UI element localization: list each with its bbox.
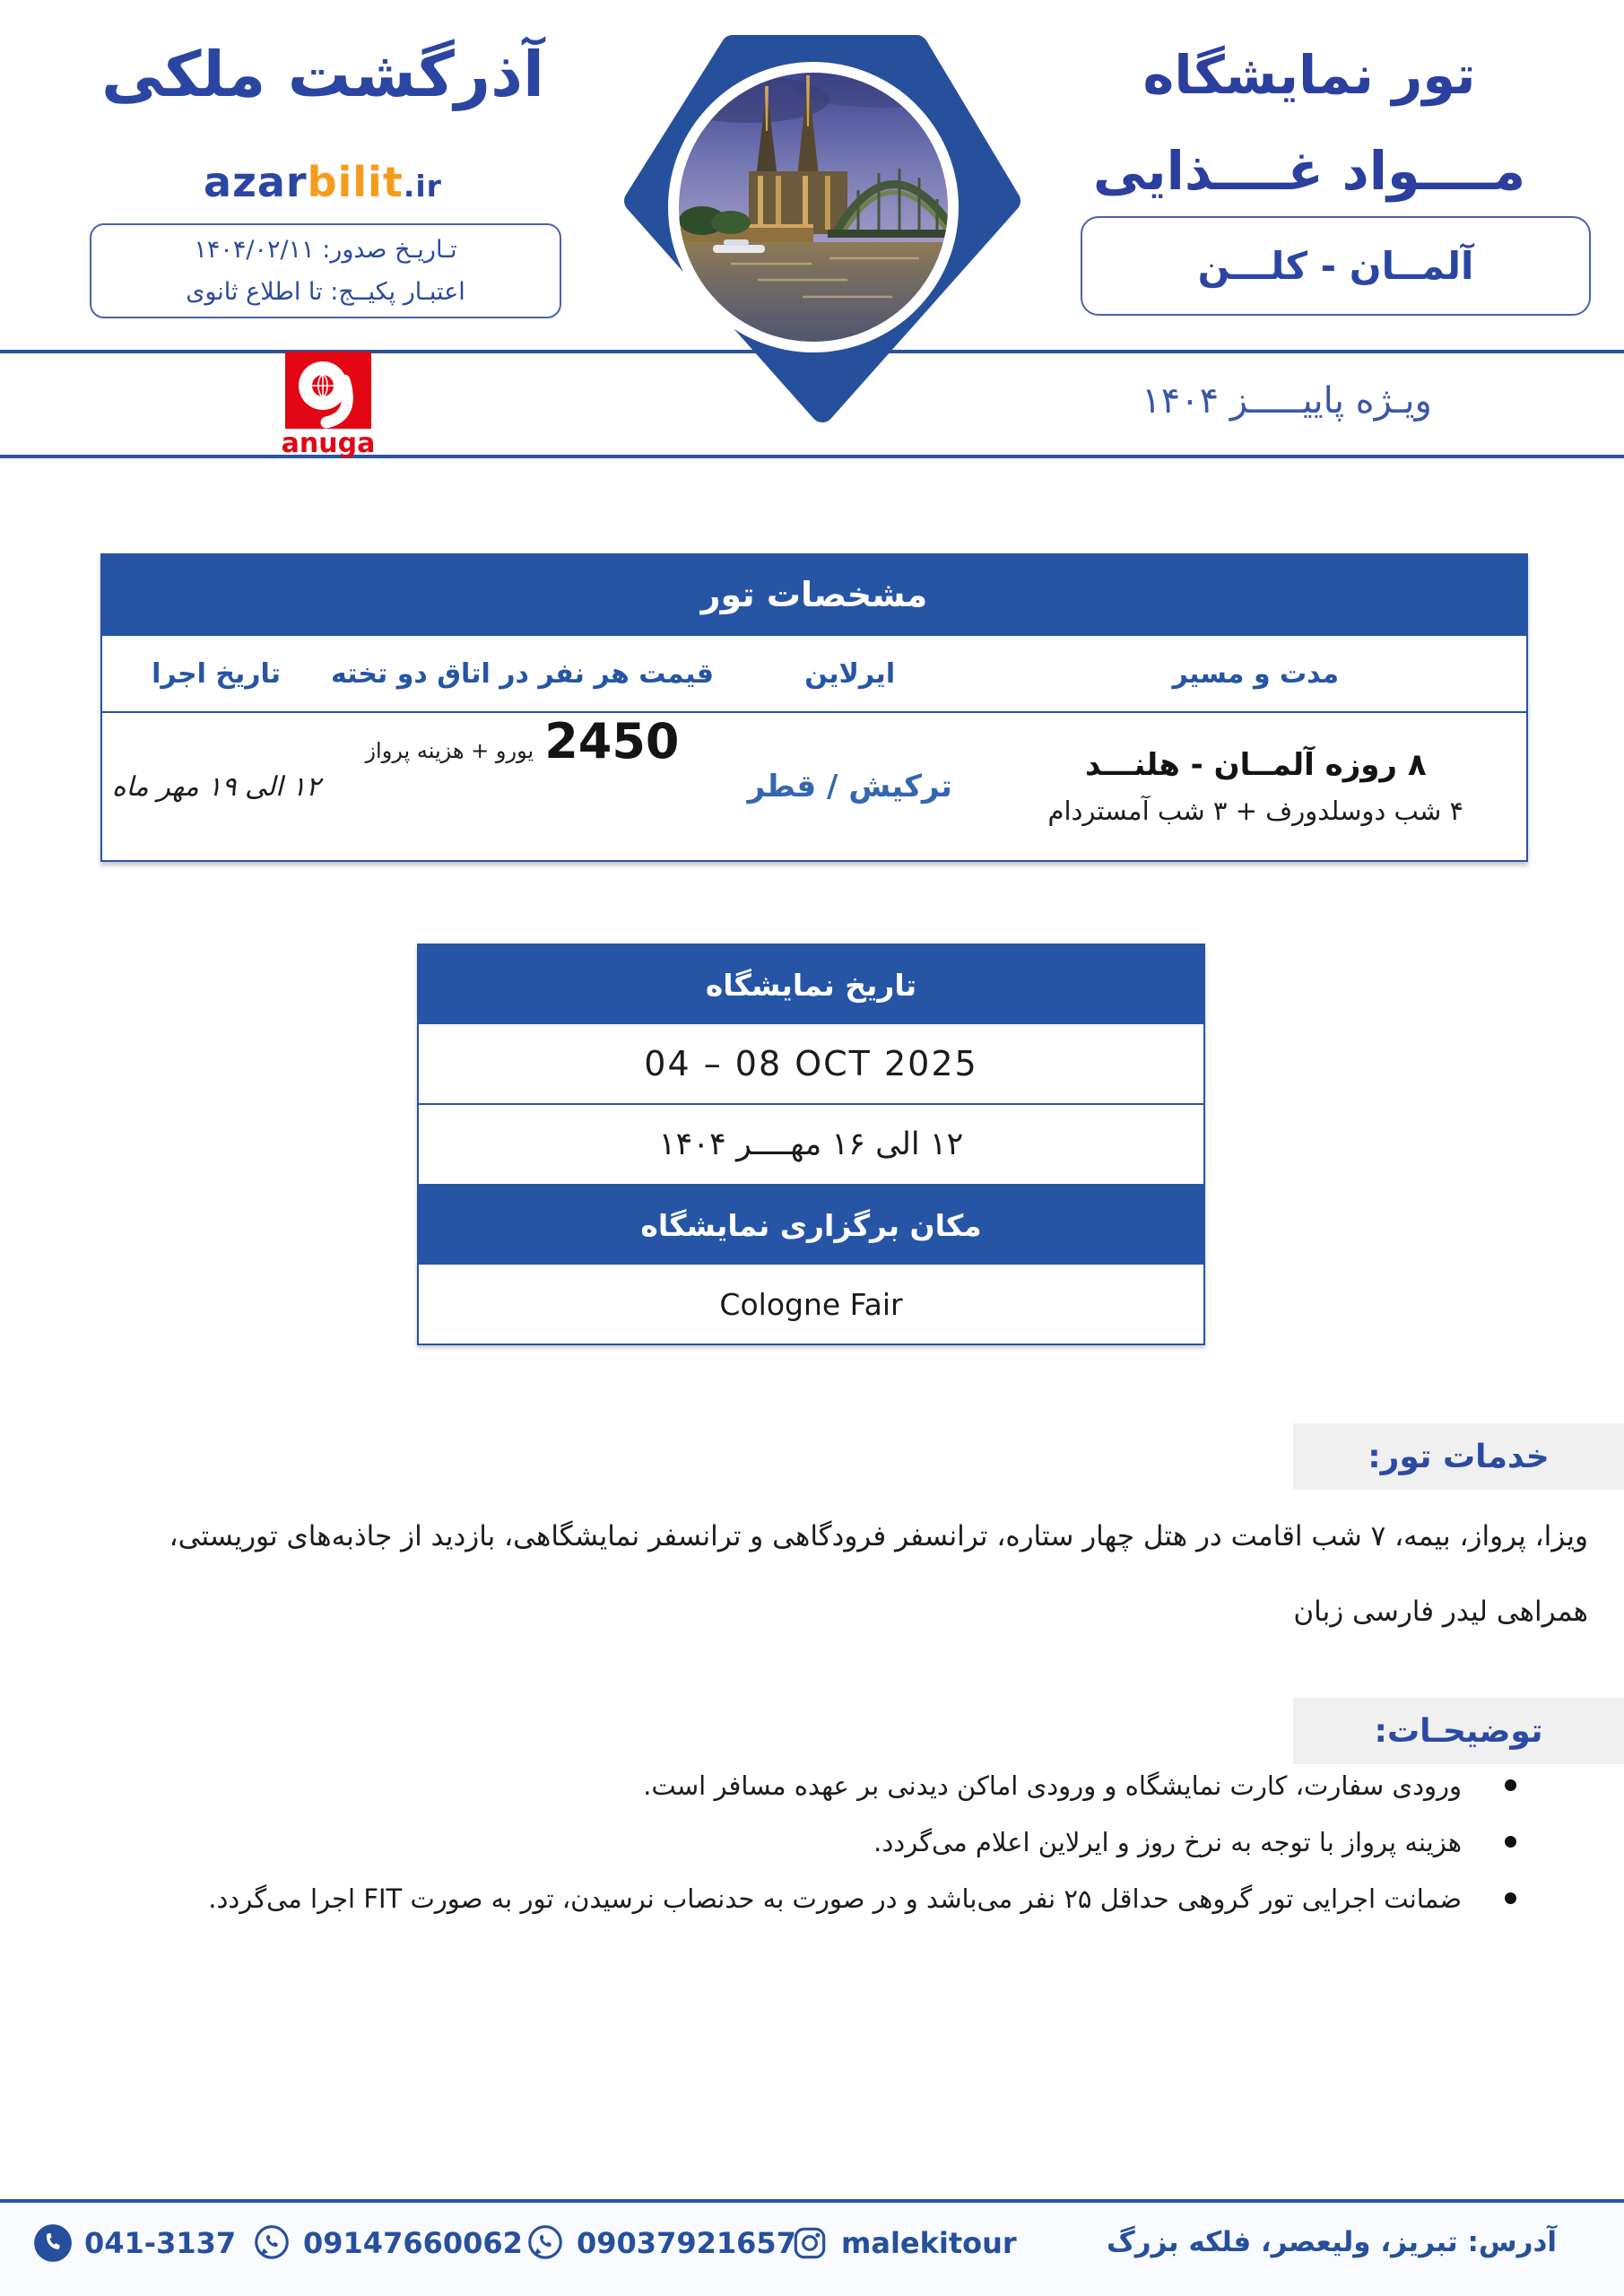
notes-heading: توضیحـات: (1293, 1698, 1624, 1764)
footer-whatsapp-2[interactable] (525, 2222, 796, 2264)
column-header-price: قیمت هر نفر در اتاق دو تخته (330, 657, 715, 690)
bullet-icon (1505, 1892, 1516, 1904)
expo-info-table (417, 944, 1205, 1345)
instagram-icon (789, 2222, 830, 2264)
note-text: ورودی سفارت، کارت نمایشگاه و ورودی اماکن دیدنی بر عهده مسافر است. (643, 1770, 1462, 1801)
note-item (76, 1882, 1516, 1917)
bullet-icon (1505, 1836, 1516, 1848)
price-cell (330, 713, 715, 860)
anuga-expo-logo (265, 352, 391, 461)
column-header-airline: ایرلاین (804, 657, 896, 690)
tour-title-line1: تور نمایشگاه (1142, 44, 1476, 106)
services-description: ویزا، پرواز، بیمه، ۷ شب اقامت در هتل چهار ستاره، ترانسفر فرودگاهی و ترانسفر نمایشگاهی، بازدید از جاذبه‌های توریستی، همراهی لیدر فارسی زبان (169, 1520, 1588, 1628)
footer-whatsapp-number-2[interactable]: 09037921657 (577, 2226, 796, 2260)
column-header-exec-date: تاریخ اجرا (152, 657, 282, 690)
expo-venue-header: مکان برگزاری نمایشگاه (419, 1186, 1203, 1265)
route-cell (986, 713, 1526, 860)
footer-address: آدرس: تبریز، ولیعصر، فلکه بزرگ (1107, 2226, 1557, 2258)
footer-instagram-handle[interactable]: malekitour (841, 2226, 1017, 2260)
note-item (76, 1769, 1516, 1804)
agency-logo-persian: آذرگشت ملکی (100, 38, 545, 111)
cologne-photo-hexagon (623, 23, 1022, 432)
specs-table-data-row (102, 713, 1526, 860)
destination-box: آلمــان - کلـــن (1081, 216, 1591, 316)
whatsapp-icon (525, 2222, 566, 2264)
season-note: ویـژه پاییـــــز ۱۴۰۴ (1142, 380, 1432, 422)
bullet-icon (1505, 1779, 1516, 1791)
header-divider-line-bottom (0, 455, 1624, 458)
footer-phone-number[interactable]: 041-3137 (84, 2226, 237, 2260)
exec-date-value: ۱۲ الی ۱۹ مهر ماه (111, 770, 321, 803)
notes-list (76, 1769, 1516, 1938)
price-value: 2450 (544, 713, 680, 770)
footer-instagram[interactable] (789, 2222, 1017, 2264)
airline-value: ترکیش / قطر (747, 769, 952, 804)
issue-validity-box (90, 223, 561, 318)
expo-venue-value: Cologne Fair (719, 1286, 903, 1322)
tour-title (1013, 27, 1605, 220)
specs-table-header-row (102, 636, 1526, 713)
note-text: هزینه پرواز با توجه به نرخ روز و ایرلاین اعلام می‌گردد. (873, 1827, 1462, 1858)
issue-date-line: تـاریـخ صدور: ۱۴۰۴/۰۲/۱۱ (194, 235, 457, 264)
website-part-bilit: bilit (307, 158, 404, 206)
agency-website (63, 158, 583, 206)
airline-cell (715, 713, 986, 860)
hexagon-badge-icon (623, 23, 1022, 429)
website-part-azar: azar (204, 158, 308, 206)
footer-whatsapp-number-1[interactable]: 09147660062 (303, 2226, 523, 2260)
note-item (76, 1825, 1516, 1860)
tour-title-line2: مــــواد غــــذایی (1092, 140, 1526, 203)
route-title: ۸ روزه آلمــان - هلنـــد (1084, 747, 1427, 783)
phone-circle-icon (32, 2222, 74, 2264)
anuga-logo-icon (265, 352, 391, 457)
expo-date-persian: ۱۲ الی ۱۶ مهــــر ۱۴۰۴ (419, 1105, 1203, 1186)
column-header-route: مدت و مسیر (1172, 657, 1340, 690)
anuga-logo-text: anuga (281, 428, 376, 457)
website-part-tld: .ir (403, 169, 442, 204)
exec-date-cell (102, 713, 330, 860)
services-heading: خدمات تور: (1293, 1423, 1624, 1490)
note-text: ضمانت اجرایی تور گروهی حداقل ۲۵ نفر می‌باشد و در صورت به حدنصاب نرسیدن، تور به صورت FIT اجرا می‌گردد. (208, 1883, 1462, 1915)
tour-specs-table (100, 553, 1528, 862)
route-detail: ۴ شب دوسلدورف + ۳ شب آمستردام (1047, 796, 1464, 826)
footer-whatsapp-1[interactable] (251, 2222, 523, 2264)
footer-phone[interactable] (32, 2222, 236, 2264)
expo-date-gregorian: 04 – 08 OCT 2025 (419, 1024, 1203, 1105)
whatsapp-icon (251, 2222, 292, 2264)
price-suffix: یورو + هزینه پرواز (365, 738, 534, 763)
specs-table-title: مشخصات تور (102, 553, 1526, 636)
validity-line: اعتبـار پکیــج: تا اطلاع ثانوی (186, 278, 465, 306)
expo-date-header: تاریخ نمایشگاه (419, 945, 1203, 1024)
